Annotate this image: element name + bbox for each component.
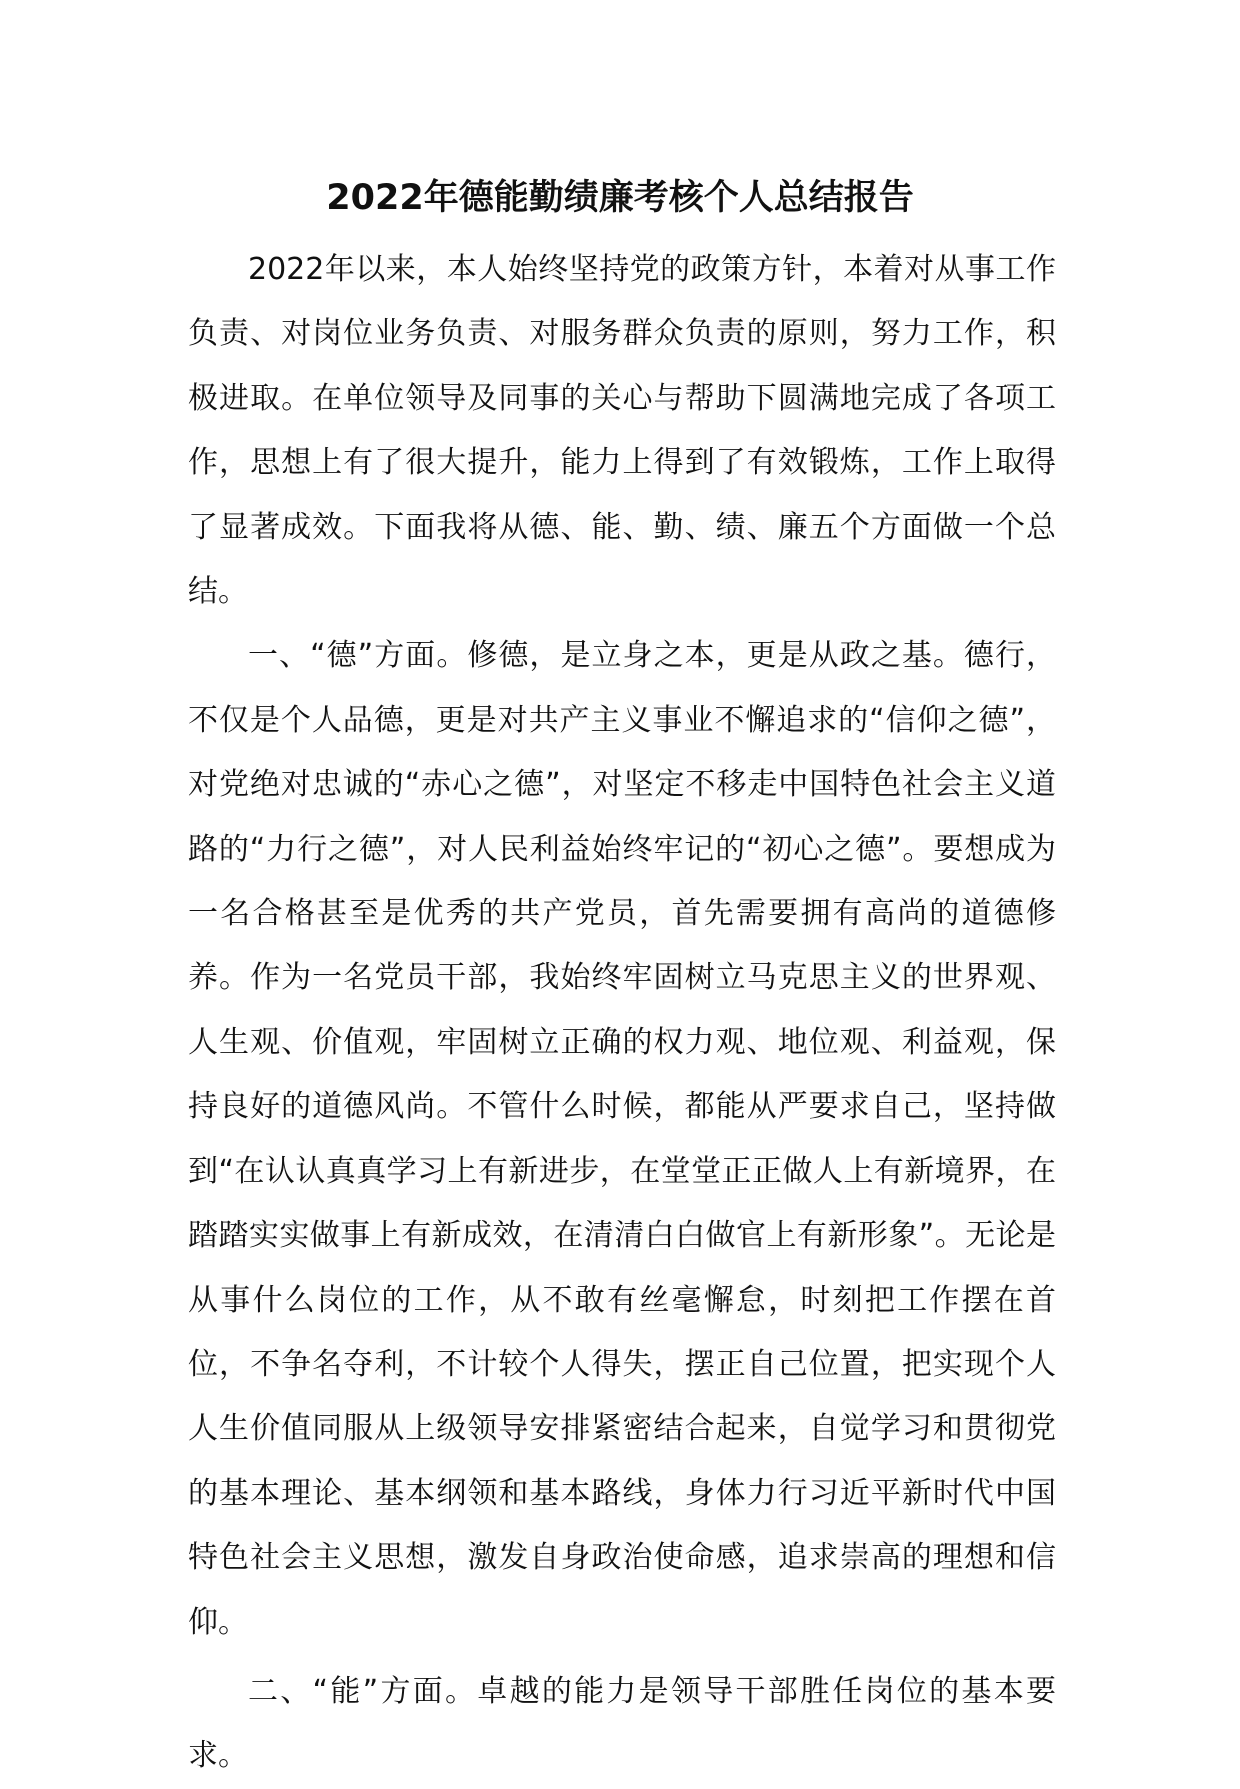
document-title: 2022年德能勤绩廉考核个人总结报告: [326, 178, 914, 218]
paragraph-intro: 2022年以来，本人始终坚持党的政策方针，本着对从事工作负责、对岗位业务负责、对服务群众负责的原则，努力工作，积极进取。在单位领导及同事的关心与帮助下圆满地完成了各项工作，思想上有了很大提升，能力上得到了有效锻炼，工作上取得了显著成效。下面我将从德、能、勤、绩、廉五个方面做一个总结。: [188, 252, 1056, 610]
document-body: [188, 238, 1056, 1789]
paragraph-ability: 二、“能”方面。卓越的能力是领导干部胜任岗位的基本要求。: [188, 1673, 1056, 1774]
paragraph-virtue: 一、“德”方面。修德，是立身之本，更是从政之基。德行，不仅是个人品德，更是对共产主义事业不懈追求的“信仰之德”，对党绝对忠诚的“赤心之德”，对坚定不移走中国特色社会主义道路的“力行之德”，对人民利益始终牢记的“初心之德”。要想成为一名合格甚至是优秀的共产党员，首先需要拥有高尚的道德修养。作为一名党员干部，我始终牢固树立马克思主义的世界观、人生观、价值观，牢固树立正确的权力观、地位观、利益观，保持良好的道德风尚。不管什么时候，都能从严要求自己，坚持做到“在认认真真学习上有新进步，在堂堂正正做人上有新境界，在踏踏实实做事上有新成效，在清清白白做官上有新形象”。无论是从事什么岗位的工作，从不敢有丝毫懈怠，时刻把工作摆在首位，不争名夺利，不计较个人得失，摆正自己位置，把实现个人人生价值同服从上级领导安排紧密结合起来，自觉学习和贯彻党的基本理论、基本纲领和基本路线，身体力行习近平新时代中国特色社会主义思想，激发自身政治使命感，追求崇高的理想和信仰。: [188, 638, 1056, 1640]
